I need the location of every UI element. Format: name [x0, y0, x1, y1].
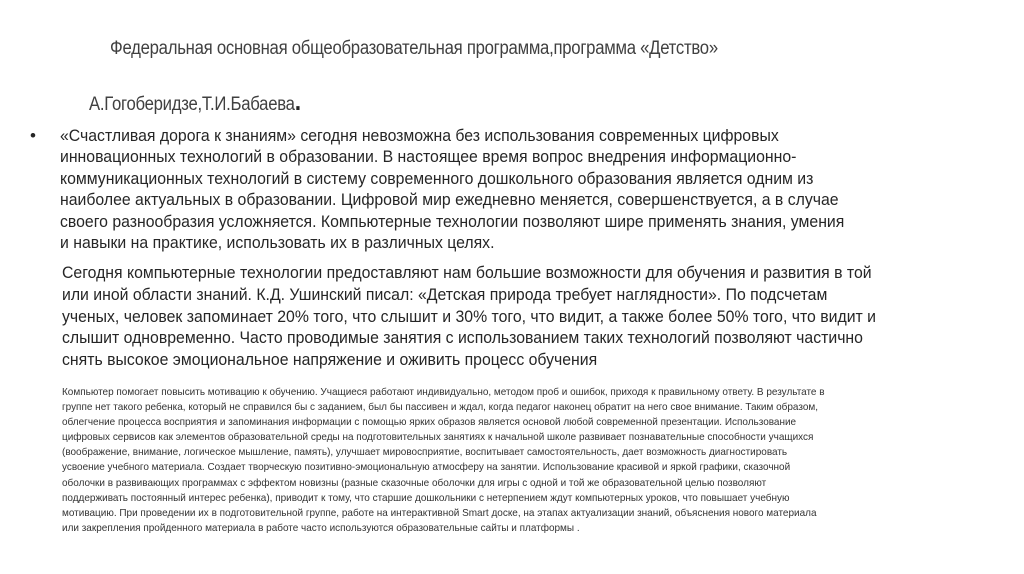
text-line: оболочки в развивающих программах с эффектом новизны (разные сказочные оболочки для игры с одной и той же образовательной целью позволяют — [62, 477, 767, 489]
body-paragraph-3 — [62, 385, 982, 536]
bullet-point-icon: • — [30, 126, 36, 145]
slide-authors — [89, 86, 301, 117]
text-line: «Счастливая дорога к знаниям» сегодня невозможна без использования современных цифровых — [60, 126, 779, 145]
text-line: инновационных технологий в образовании. В настоящее время вопрос внедрения информационно- — [60, 147, 797, 167]
authors-text: А.Гогоберидзе,Т.И.Бабаева — [89, 94, 295, 115]
text-line: Сегодня компьютерные технологии предоставляют нам большие возможности для обучения и развития в той — [62, 263, 872, 282]
text-line: цифровых сервисов как элементов образовательной среды на подготовительных занятиях к начальной школе развивает познавательные способности учащихся — [62, 432, 814, 444]
text-line: (воображение, внимание, логическое мышление, память), улучшает мировосприятие, воспитывает самостоятельность, дает возможность диагностировать — [62, 447, 788, 459]
text-line: усвоение учебного материала. Создает творческую позитивно-эмоциональную атмосферу на занятии. Использование красивой и яркой графики, сказочной — [62, 462, 791, 474]
authors-period: . — [294, 86, 301, 116]
text-line: снять высокое эмоциональное напряжение и оживить процесс обучения — [62, 350, 598, 370]
body-paragraph-2 — [62, 262, 982, 371]
text-line: слышит одновременно. Часто проводимые занятия с использованием таких технологий позволяют частично — [62, 328, 863, 348]
text-line: или иной области знаний. К.Д. Ушинский писал: «Детская природа требует наглядности». По подсчетам — [62, 284, 828, 304]
bullet-text — [60, 125, 903, 253]
text-line: поддерживать постоянный интерес ребенка), приводит к тому, что старшие дошкольники с нетерпением ждут компьютерных уроков, что повышает учебную — [62, 492, 790, 504]
text-line: мотивацию. При проведении их в подготовительной группе, работе на интерактивной Smart доске, на этапах актуализации знаний, объяснения нового материала — [62, 507, 817, 519]
text-line: облегчение процесса восприятия и запоминания информации с помощью ярких образов является основой любой современной презентации. Использование — [62, 417, 797, 429]
text-line: группе нет такого ребенка, который не справился бы с заданием, был бы пассивен и ждал, когда педагог наконец обратит на него свое внимание. Таким образом, — [62, 402, 819, 414]
text-line: или закрепления пройденного материала в работе часто используются образовательные сайты и платформы . — [62, 522, 580, 534]
text-line: ученых, человек запоминает 20% того, что слышит и 30% того, что видит, а также более 50% того, что видит и — [62, 306, 876, 326]
slide-title: Федеральная основная общеобразовательная программа,программа «Детство» — [110, 38, 718, 59]
text-line: коммуникационных технологий в систему современного дошкольного образования является одним из — [60, 168, 814, 188]
text-line: и навыки на практике, использовать их в различных целях. — [60, 233, 495, 253]
text-line: своего разнообразия усложняется. Компьютерные технологии позволяют шире применять знания, умения — [60, 211, 845, 231]
text-line: Компьютер помогает повысить мотивацию к обучению. Учащиеся работают индивидуально, методом проб и ошибок, приходя к правильному ответу. В результате в — [62, 387, 825, 398]
text-line: наиболее актуальных в образовании. Цифровой мир ежедневно меняется, совершенствуется, а в случае — [60, 190, 839, 210]
